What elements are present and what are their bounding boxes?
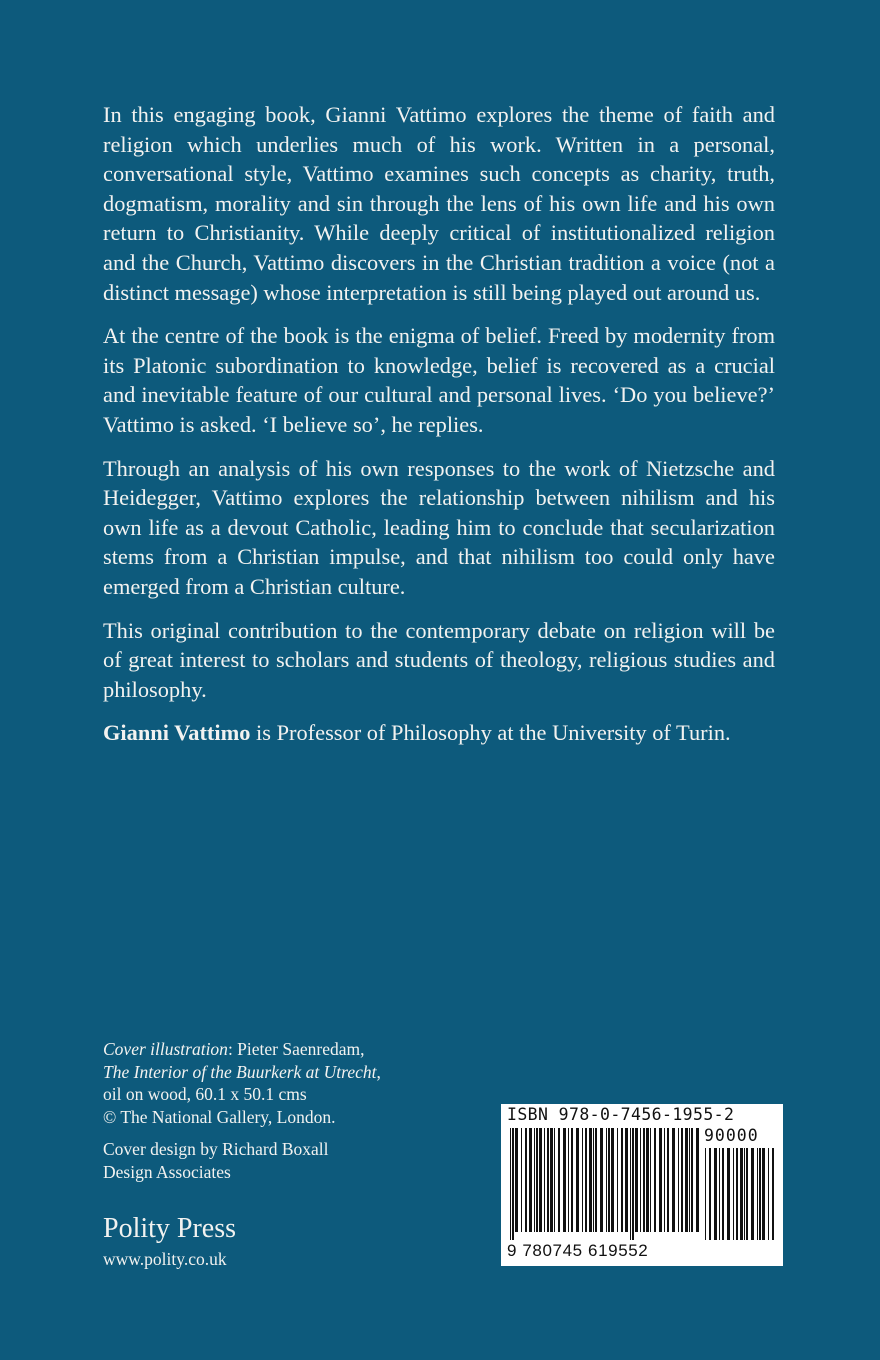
- barcode-bar: [582, 1128, 583, 1232]
- barcode-bar: [568, 1128, 569, 1232]
- barcode-bar: [529, 1128, 532, 1232]
- barcode-bar: [646, 1128, 649, 1232]
- design-credit-line-1: Cover design by Richard Boxall: [103, 1139, 329, 1160]
- barcode-bar: [550, 1128, 553, 1232]
- blurb-paragraph-1: In this engaging book, Gianni Vattimo explores the theme of faith and religion which underlies much of his work. Written in a personal, conversational style, Vattimo examines such concepts as charity, truth, dogmatism, morality and sin through the lens of his own life and his own return to Christianity. While deeply critical of institutionalized religion and the Church, Vattimo discovers in the Christian tradition a voice (not a distinct message) whose interpretation is still being played out around us.: [103, 102, 775, 305]
- blurb-paragraph-2: At the centre of the book is the enigma of belief. Freed by modernity from its Platonic subordination to knowledge, belief is recovered as a crucial and inevitable feature of our cultural and personal lives. ‘Do you believe?’ Vattimo is asked. ‘I believe so’, he replies.: [103, 323, 775, 437]
- barcode-bar: [722, 1148, 724, 1240]
- barcode-bar: [714, 1148, 717, 1240]
- barcode-bar: [719, 1148, 720, 1240]
- barcode-bar: [558, 1128, 560, 1232]
- barcode-bar: [768, 1148, 769, 1240]
- barcode-bar: [571, 1128, 573, 1232]
- barcode-bar: [736, 1148, 738, 1240]
- blurb-paragraph-3: Through an analysis of his own responses to the work of Nietzsche and Heidegger, Vattimo explores the relationship between nihilism and his own life as a devout Catholic, leading him to conclude that secularization stems from a Christian impulse, and that nihilism too could only have emerged from a Christian culture.: [103, 455, 775, 599]
- barcode-bar: [746, 1148, 748, 1240]
- isbn-barcode: [501, 1104, 783, 1266]
- barcode-bar: [593, 1128, 594, 1232]
- barcode-bar: [640, 1128, 641, 1232]
- barcode-bar: [667, 1128, 669, 1232]
- barcode-bar: [589, 1128, 592, 1232]
- barcode-bar: [696, 1128, 699, 1232]
- barcode-bar: [709, 1148, 711, 1240]
- barcode-bar: [685, 1128, 688, 1232]
- barcode-bar: [772, 1148, 774, 1240]
- barcode-bar: [659, 1128, 662, 1232]
- barcode-bar: [625, 1128, 628, 1232]
- illustration-artist: : Pieter Saenredam,: [227, 1039, 365, 1059]
- barcode-bar: [705, 1148, 706, 1240]
- barcode-bar: [539, 1128, 542, 1232]
- barcode-bar: [536, 1128, 538, 1232]
- barcode-bar: [762, 1148, 765, 1240]
- blurb: [103, 100, 775, 762]
- barcode-bar: [740, 1148, 743, 1240]
- barcode-bar: [515, 1128, 518, 1232]
- barcode-bar: [510, 1128, 511, 1240]
- barcode-bar: [600, 1128, 603, 1232]
- barcode-bar: [757, 1148, 758, 1240]
- illustration-label: Cover illustration: [103, 1039, 228, 1059]
- design-credit: [103, 1138, 443, 1183]
- barcode-bar: [632, 1128, 634, 1240]
- ean-barcode-bars: [509, 1128, 699, 1240]
- author-name: Gianni Vattimo: [103, 720, 251, 746]
- barcode-bar: [733, 1148, 734, 1240]
- barcode-bar: [585, 1128, 587, 1232]
- barcode-bar: [635, 1128, 638, 1232]
- barcode-bar: [617, 1128, 618, 1232]
- copyright-line: © The National Gallery, London.: [103, 1106, 336, 1127]
- publisher-block: [103, 1212, 236, 1270]
- painting-medium: oil on wood, 60.1 x 50.1 cms: [103, 1084, 307, 1105]
- barcode-bar: [654, 1128, 656, 1232]
- barcode-bar: [691, 1128, 693, 1232]
- barcode-bar: [664, 1128, 665, 1232]
- barcode-bar: [759, 1148, 761, 1240]
- isbn-label: ISBN 978-0-7456-1955-2: [507, 1105, 735, 1124]
- barcode-bar: [606, 1128, 607, 1232]
- barcode-bar: [611, 1128, 614, 1232]
- illustration-credit: [103, 1038, 443, 1128]
- barcode-bar: [630, 1128, 631, 1240]
- price-code-label: 90000: [704, 1126, 759, 1145]
- publisher-url: www.polity.co.uk: [103, 1249, 227, 1269]
- barcode-bar: [689, 1128, 690, 1232]
- barcode-bar: [521, 1128, 522, 1232]
- barcode-bar: [544, 1128, 545, 1232]
- barcode-bar: [512, 1128, 514, 1240]
- barcode-bar: [525, 1128, 527, 1232]
- ean-digits: 9 780745 619552: [507, 1241, 649, 1260]
- barcode-bar: [678, 1128, 679, 1232]
- barcode-bar: [563, 1128, 566, 1232]
- barcode-bar: [608, 1128, 610, 1232]
- barcode-bar: [595, 1128, 597, 1232]
- painting-title-suffix: ,: [376, 1061, 381, 1082]
- author-bio: [103, 718, 775, 748]
- addon-barcode-bars: [704, 1148, 776, 1240]
- blurb-paragraph-4: This original contribution to the contemporary debate on religion will be of great interest to scholars and students of theology, religious studies and philosophy.: [103, 617, 775, 702]
- design-credit-line-2: Design Associates: [103, 1161, 231, 1182]
- barcode-bar: [650, 1128, 651, 1232]
- barcode-bar: [744, 1148, 745, 1240]
- barcode-bar: [751, 1148, 754, 1240]
- barcode-bar: [547, 1128, 549, 1232]
- painting-title: The Interior of the Buurkerk at Utrecht: [103, 1061, 377, 1082]
- barcode-bar: [672, 1128, 675, 1232]
- publisher-name: Polity Press: [103, 1213, 237, 1244]
- barcode-bar: [643, 1128, 645, 1232]
- barcode-bar: [727, 1148, 730, 1240]
- barcode-bar: [576, 1128, 579, 1232]
- barcode-bar: [554, 1128, 555, 1232]
- cover-credits: [103, 1038, 443, 1194]
- author-bio-text: is Professor of Philosophy at the University of Turin.: [250, 720, 731, 746]
- barcode-bar: [621, 1128, 623, 1232]
- barcode-bar: [534, 1128, 535, 1232]
- barcode-bar: [681, 1128, 683, 1232]
